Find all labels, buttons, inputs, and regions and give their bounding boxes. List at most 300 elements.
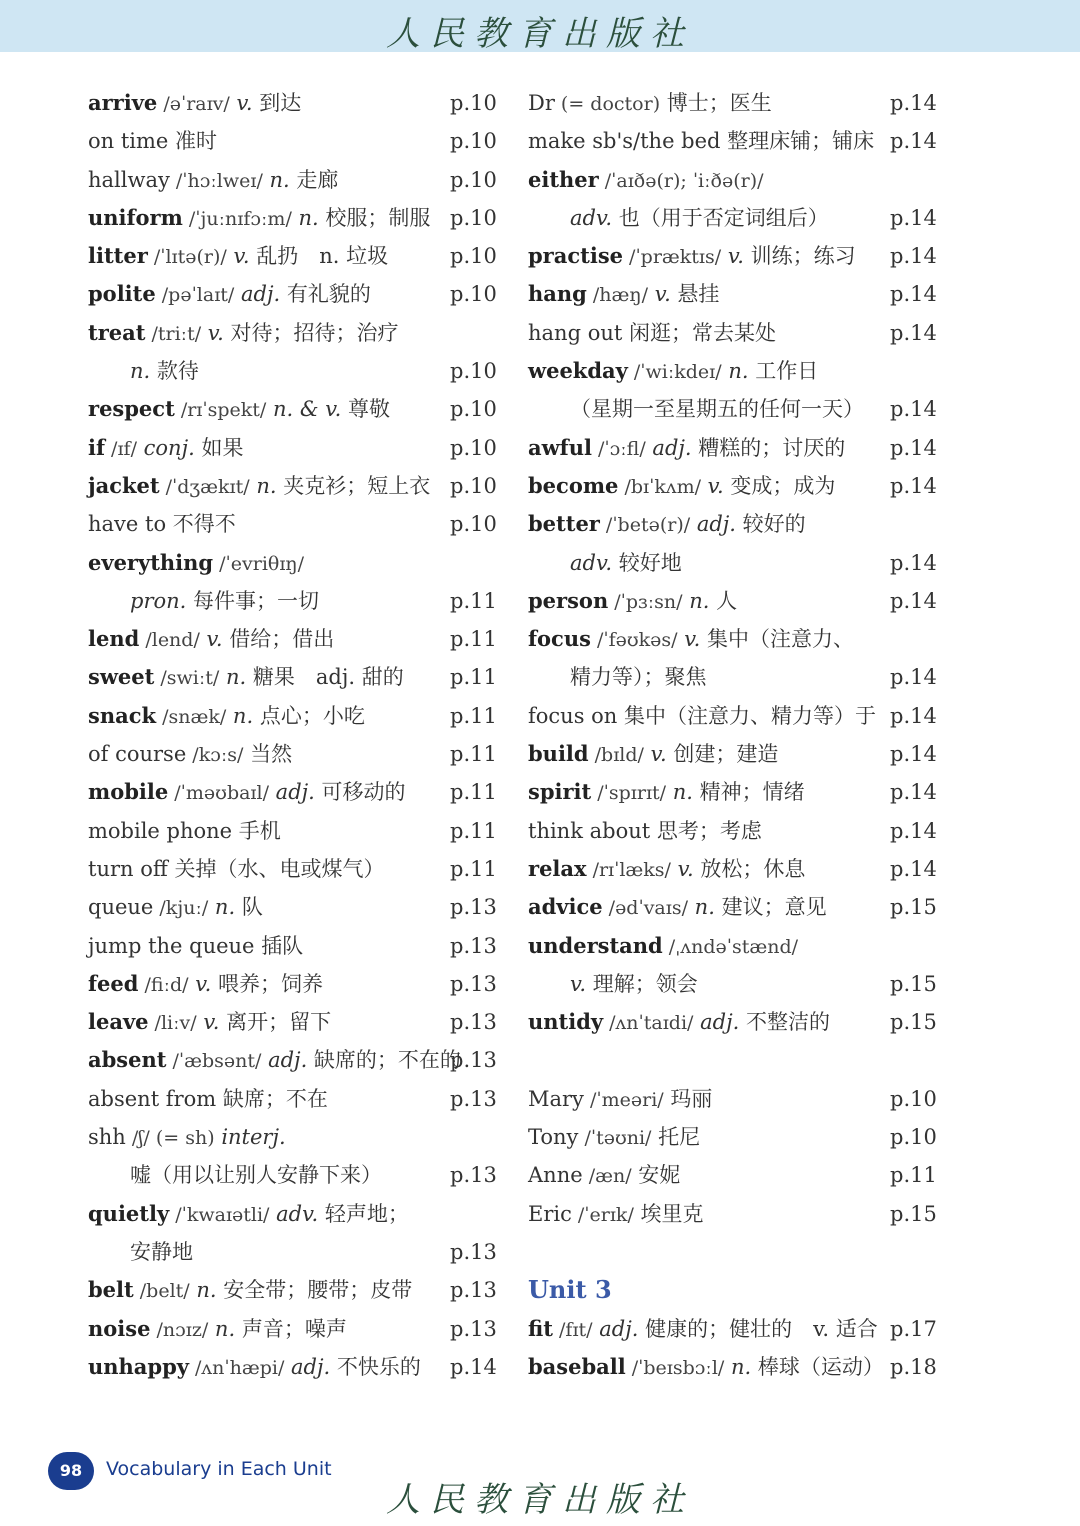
vocab-entry bbox=[528, 199, 948, 237]
vocab-word: sweet bbox=[88, 664, 155, 690]
phonetic: /ˈbeɪsbɔːl/ bbox=[625, 1356, 725, 1379]
vocab-entry bbox=[528, 927, 948, 965]
definition: 可移动的 bbox=[314, 780, 406, 805]
definition: 博士；医生 bbox=[660, 91, 772, 115]
vocab-entry bbox=[88, 237, 508, 275]
phonetic: /nɔɪz/ bbox=[150, 1318, 209, 1341]
page-ref: p.10 bbox=[450, 167, 497, 192]
definition: 走廊 bbox=[289, 167, 339, 192]
definition: 精神；情绪 bbox=[692, 780, 805, 805]
part-of-speech: adj. bbox=[269, 780, 315, 805]
part-of-speech: v. bbox=[188, 971, 212, 996]
vocab-entry bbox=[88, 965, 508, 1003]
vocab-word: hallway bbox=[88, 167, 170, 192]
phonetic: /kɔːs/ bbox=[186, 744, 244, 767]
vocab-entry bbox=[88, 1156, 508, 1194]
vocab-word: leave bbox=[88, 1009, 149, 1035]
page-ref: p.14 bbox=[890, 588, 937, 613]
part-of-speech: n. bbox=[682, 588, 710, 613]
vocab-entry bbox=[528, 429, 948, 467]
definition: 棒球（运动） bbox=[751, 1354, 884, 1379]
vocab-word: on time bbox=[88, 129, 169, 154]
publisher-logo: 人民教育出版社 bbox=[386, 14, 694, 54]
vocab-entry bbox=[528, 697, 948, 735]
part-of-speech: v. bbox=[643, 742, 667, 767]
definition: 尊敬 bbox=[341, 397, 390, 422]
vocab-entry bbox=[88, 1348, 508, 1386]
part-of-speech: n. bbox=[262, 167, 290, 192]
vocab-entry bbox=[528, 1156, 948, 1194]
vocab-entry bbox=[528, 965, 948, 1003]
page-ref: p.11 bbox=[450, 742, 497, 767]
definition: 安全带；腰带；皮带 bbox=[216, 1278, 413, 1303]
vocab-entry bbox=[88, 697, 508, 735]
vocab-word: hang bbox=[528, 281, 587, 307]
definition: 理解；领会 bbox=[586, 971, 698, 996]
phonetic: /ˈpræktɪs/ bbox=[623, 246, 722, 269]
vocab-word: mobile phone bbox=[88, 818, 233, 843]
phonetic: /ˈæbsənt/ bbox=[166, 1050, 262, 1073]
definition: 当然 bbox=[243, 742, 293, 767]
page-ref: p.14 bbox=[450, 1354, 497, 1379]
vocab-entry bbox=[528, 505, 948, 543]
vocab-entry bbox=[88, 467, 508, 505]
definition: 到达 bbox=[252, 91, 302, 115]
part-of-speech: adv. bbox=[570, 550, 613, 575]
vocab-word: either bbox=[528, 166, 599, 192]
vocab-word: understand bbox=[528, 932, 663, 958]
vocab-word: noise bbox=[88, 1315, 151, 1341]
phonetic: /ˈbetə(r)/ bbox=[599, 514, 691, 537]
vocab-entry bbox=[528, 1233, 948, 1271]
definition: 如果 bbox=[194, 435, 244, 460]
phonetic: /rɪˈspekt/ bbox=[174, 399, 267, 422]
vocab-word: jacket bbox=[88, 472, 160, 498]
vocab-word: lend bbox=[88, 626, 140, 652]
phonetic: /snæk/ bbox=[156, 705, 227, 728]
definition: 关掉（水、电或煤气） bbox=[167, 856, 385, 881]
phonetic: /ˌʌndəˈstænd/ bbox=[662, 935, 799, 958]
part-of-speech: n. bbox=[226, 703, 254, 728]
vocab-entry bbox=[88, 429, 508, 467]
part-of-speech: n. bbox=[249, 473, 277, 498]
definition: 闲逛；常去某处 bbox=[622, 320, 776, 345]
part-of-speech: v. bbox=[229, 91, 253, 115]
vocab-word: quietly bbox=[88, 1200, 170, 1226]
vocab-word: better bbox=[528, 511, 600, 537]
vocab-word: polite bbox=[88, 281, 156, 307]
definition: 乱扔 n. 垃圾 bbox=[249, 244, 389, 269]
part-of-speech: v. bbox=[701, 473, 724, 498]
vocab-word: awful bbox=[528, 434, 592, 460]
page-ref: p.10 bbox=[450, 91, 497, 115]
vocab-word: if bbox=[88, 434, 106, 460]
definition: 集中（注意力、 bbox=[700, 627, 854, 652]
vocab-entry bbox=[88, 314, 508, 352]
vocab-entry bbox=[528, 658, 948, 696]
definition: 缺席；不在 bbox=[216, 1086, 328, 1111]
vocab-word: shh bbox=[88, 1125, 126, 1150]
phonetic: /ˈkwaɪətli/ bbox=[169, 1203, 270, 1226]
vocab-word: focus on bbox=[528, 703, 618, 728]
vocab-entry bbox=[88, 1080, 508, 1118]
page-ref: p.14 bbox=[890, 665, 937, 690]
vocab-word: spirit bbox=[528, 779, 592, 805]
phonetic: /rɪˈlæks/ bbox=[586, 858, 671, 881]
definition: 夹克衫；短上衣 bbox=[276, 473, 431, 498]
part-of-speech: adj. bbox=[693, 1010, 740, 1035]
vocab-word: unhappy bbox=[88, 1353, 189, 1379]
definition: 不快乐的 bbox=[330, 1354, 421, 1379]
vocab-entry bbox=[88, 352, 508, 390]
part-of-speech: v. bbox=[196, 1010, 220, 1035]
part-of-speech: n. bbox=[219, 665, 247, 690]
vocab-word: advice bbox=[528, 894, 603, 920]
vocab-word: hang out bbox=[528, 320, 623, 345]
definition: 集中（注意力、精力等）于 bbox=[617, 703, 877, 728]
vocab-word: mobile bbox=[88, 779, 169, 805]
definition: 工作日 bbox=[748, 359, 819, 384]
phonetic: /ˈlɪtə(r)/ bbox=[147, 246, 227, 269]
vocab-word: become bbox=[528, 472, 619, 498]
vocab-entry bbox=[528, 1041, 948, 1079]
vocab-word: litter bbox=[88, 243, 148, 269]
part-of-speech: v. bbox=[677, 627, 701, 652]
phonetic: /ˈfəʊkəs/ bbox=[590, 629, 678, 652]
vocab-entry bbox=[528, 773, 948, 811]
page-ref: p.11 bbox=[450, 588, 497, 613]
vocab-entry bbox=[528, 1003, 948, 1041]
vocab-word: untidy bbox=[528, 1009, 604, 1035]
part-of-speech: n. bbox=[666, 780, 693, 805]
page-ref: p.17 bbox=[890, 1316, 937, 1341]
definition: 嘘（用以让别人安静下来） bbox=[130, 1163, 382, 1188]
definition: 精力等）；聚焦 bbox=[570, 665, 707, 690]
vocab-entry bbox=[88, 1195, 508, 1233]
vocab-entry bbox=[88, 1118, 508, 1156]
vocab-entry bbox=[88, 735, 508, 773]
part-of-speech: n. bbox=[130, 359, 151, 384]
definition: 对待；招待；治疗 bbox=[223, 320, 399, 345]
vocab-entry bbox=[88, 850, 508, 888]
vocab-entry bbox=[528, 390, 948, 428]
vocab-word: have to bbox=[88, 512, 167, 537]
vocab-entry bbox=[88, 122, 508, 160]
vocab-word: think about bbox=[528, 818, 651, 843]
definition: 整理床铺；铺床 bbox=[720, 129, 875, 154]
phonetic: /ˈwiːkdeɪ/ bbox=[627, 361, 722, 384]
page-ref: p.14 bbox=[890, 473, 937, 498]
vocab-word: everything bbox=[88, 549, 214, 575]
page-ref: p.15 bbox=[890, 1010, 937, 1035]
page-ref: p.11 bbox=[450, 780, 497, 805]
phonetic: /ədˈvaɪs/ bbox=[602, 897, 688, 920]
page-ref: p.15 bbox=[890, 971, 937, 996]
phonetic: (= doctor) bbox=[554, 93, 661, 115]
vocab-word: absent bbox=[88, 1047, 167, 1073]
page-ref: p.13 bbox=[450, 971, 497, 996]
vocab-entry bbox=[528, 544, 948, 582]
part-of-speech: adj. bbox=[690, 512, 736, 537]
phonetic: /ɪf/ bbox=[105, 437, 137, 460]
definition: 较好的 bbox=[735, 512, 806, 537]
part-of-speech: n. bbox=[724, 1354, 752, 1379]
phonetic: /ˈtəʊni/ bbox=[578, 1127, 652, 1150]
vocab-word: Anne bbox=[528, 1163, 583, 1188]
vocab-word: snack bbox=[88, 702, 157, 728]
page-number-badge: 98 bbox=[48, 1452, 94, 1490]
definition: 声音；噪声 bbox=[235, 1316, 347, 1341]
vocab-word: focus bbox=[528, 626, 591, 652]
vocab-entry bbox=[88, 620, 508, 658]
definition: 放松；休息 bbox=[693, 856, 806, 881]
page-ref: p.11 bbox=[450, 665, 497, 690]
part-of-speech: adv. bbox=[570, 205, 613, 230]
phonetic: /fiːd/ bbox=[138, 973, 189, 996]
page-ref: p.11 bbox=[450, 627, 497, 652]
vocab-word: Dr bbox=[528, 91, 555, 115]
page-ref: p.14 bbox=[890, 282, 937, 307]
vocab-entry bbox=[528, 275, 948, 313]
vocab-word: turn off bbox=[88, 856, 168, 881]
page-ref: p.10 bbox=[450, 435, 497, 460]
page-ref: p.14 bbox=[890, 205, 937, 230]
vocab-word: feed bbox=[88, 970, 139, 996]
phonetic: /əˈraɪv/ bbox=[157, 93, 230, 115]
part-of-speech: n. bbox=[688, 895, 715, 920]
page-ref: p.13 bbox=[450, 1048, 497, 1073]
page-ref: p.10 bbox=[450, 512, 497, 537]
page-ref: p.11 bbox=[890, 1163, 937, 1188]
phonetic: /ˈevriθɪŋ/ bbox=[213, 552, 305, 575]
phonetic: /ʃ/ (= sh) bbox=[125, 1127, 215, 1150]
vocab-entry bbox=[528, 467, 948, 505]
vocab-word: Mary bbox=[528, 1086, 584, 1111]
vocab-entry bbox=[528, 237, 948, 275]
phonetic: /swiːt/ bbox=[154, 667, 220, 690]
part-of-speech: v. bbox=[570, 971, 587, 996]
vocab-entry bbox=[88, 1041, 508, 1079]
part-of-speech: v. bbox=[648, 282, 671, 307]
page-ref: p.14 bbox=[890, 244, 937, 269]
part-of-speech: pron. bbox=[130, 588, 187, 613]
page-ref: p.10 bbox=[450, 282, 497, 307]
vocab-column-right bbox=[528, 84, 948, 1386]
page-ref: p.14 bbox=[890, 320, 937, 345]
vocab-entry bbox=[528, 161, 948, 199]
vocab-entry bbox=[528, 850, 948, 888]
page-ref: p.13 bbox=[450, 1163, 497, 1188]
phonetic: /bɪld/ bbox=[588, 744, 644, 767]
definition: 不得不 bbox=[166, 512, 236, 537]
page-ref: p.14 bbox=[890, 780, 937, 805]
vocab-word: relax bbox=[528, 855, 587, 881]
definition: 有礼貌的 bbox=[280, 282, 371, 307]
vocab-entry bbox=[88, 84, 508, 122]
definition: 变成；成为 bbox=[723, 473, 836, 498]
definition: 款待 bbox=[150, 359, 199, 384]
vocab-entry bbox=[88, 505, 508, 543]
definition: 悬挂 bbox=[670, 282, 720, 307]
vocab-entry bbox=[88, 544, 508, 582]
vocab-word: weekday bbox=[528, 358, 628, 384]
part-of-speech: v. bbox=[199, 627, 223, 652]
phonetic: /belt/ bbox=[133, 1280, 190, 1303]
phonetic: /ˈjuːnɪfɔːm/ bbox=[182, 207, 292, 230]
part-of-speech: v. bbox=[201, 320, 224, 345]
page-ref: p.14 bbox=[890, 435, 937, 460]
page-ref: p.15 bbox=[890, 895, 937, 920]
phonetic: /pəˈlaɪt/ bbox=[155, 284, 235, 307]
page-ref: p.13 bbox=[450, 1316, 497, 1341]
part-of-speech: n. & v. bbox=[266, 397, 342, 422]
page-ref: p.10 bbox=[450, 473, 497, 498]
definition: 健康的；健壮的 v. 适合 bbox=[638, 1316, 878, 1341]
vocab-entry bbox=[88, 582, 508, 620]
part-of-speech: n. bbox=[291, 205, 319, 230]
definition: 建议；意见 bbox=[714, 895, 827, 920]
vocab-entry bbox=[528, 352, 948, 390]
vocab-entry bbox=[88, 927, 508, 965]
definition: 手机 bbox=[232, 818, 281, 843]
definition: （星期一至星期五的任何一天） bbox=[570, 397, 864, 422]
vocab-word: make sb's/the bed bbox=[528, 129, 721, 154]
unit-heading: Unit 3 bbox=[528, 1275, 612, 1305]
definition: 离开；留下 bbox=[219, 1010, 332, 1035]
definition: 训练；练习 bbox=[743, 244, 856, 269]
definition: 较好地 bbox=[612, 550, 682, 575]
vocab-word: fit bbox=[528, 1315, 553, 1341]
part-of-speech: v. bbox=[670, 856, 694, 881]
page-ref: p.14 bbox=[890, 742, 937, 767]
vocab-entry bbox=[528, 735, 948, 773]
definition: 喂养；饲养 bbox=[211, 971, 323, 996]
vocab-entry bbox=[528, 84, 948, 122]
definition: 轻声地； bbox=[318, 1201, 409, 1226]
vocab-word: queue bbox=[88, 895, 154, 920]
definition: 插队 bbox=[254, 933, 304, 958]
part-of-speech: adv. bbox=[269, 1201, 319, 1226]
vocab-entry bbox=[88, 1310, 508, 1348]
page-ref: p.10 bbox=[890, 1125, 937, 1150]
vocab-entry bbox=[528, 1348, 948, 1386]
vocab-word: Tony bbox=[528, 1125, 579, 1150]
vocab-entry bbox=[88, 773, 508, 811]
vocab-word: of course bbox=[88, 742, 187, 767]
vocab-entry bbox=[88, 1003, 508, 1041]
vocab-entry bbox=[528, 620, 948, 658]
phonetic: /ˈhɔːlweɪ/ bbox=[169, 169, 263, 192]
page-ref: p.10 bbox=[450, 129, 497, 154]
phonetic: /hæŋ/ bbox=[586, 284, 649, 307]
definition: 玛丽 bbox=[663, 1086, 713, 1111]
vocab-entry bbox=[528, 888, 948, 926]
definition: 校服；制服 bbox=[318, 205, 431, 230]
vocab-word: respect bbox=[88, 396, 175, 422]
vocab-entry bbox=[528, 1195, 948, 1233]
definition: 托尼 bbox=[651, 1125, 701, 1150]
vocab-word: arrive bbox=[88, 90, 158, 115]
part-of-speech: interj. bbox=[214, 1125, 286, 1150]
definition: 也（用于否定词组后） bbox=[612, 205, 829, 230]
phonetic: /ʌnˈhæpi/ bbox=[188, 1356, 285, 1379]
vocab-word: belt bbox=[88, 1277, 134, 1303]
definition: 安妮 bbox=[631, 1163, 681, 1188]
page-ref: p.14 bbox=[890, 91, 937, 115]
part-of-speech: n. bbox=[208, 1316, 236, 1341]
vocab-entry bbox=[88, 658, 508, 696]
phonetic: /ʌnˈtaɪdi/ bbox=[603, 1012, 694, 1035]
definition: 糟糕的；讨厌的 bbox=[691, 435, 846, 460]
vocab-entry bbox=[528, 1080, 948, 1118]
part-of-speech: adj. bbox=[234, 282, 281, 307]
page-ref: p.14 bbox=[890, 550, 937, 575]
page-ref: p.10 bbox=[890, 1086, 937, 1111]
vocab-entry bbox=[528, 582, 948, 620]
vocab-word: treat bbox=[88, 319, 146, 345]
vocab-word: practise bbox=[528, 243, 624, 269]
phonetic: /fɪt/ bbox=[552, 1318, 593, 1341]
page-ref: p.14 bbox=[890, 129, 937, 154]
vocab-entry bbox=[88, 161, 508, 199]
page-ref: p.13 bbox=[450, 1278, 497, 1303]
phonetic: /ˈpɜːsn/ bbox=[608, 590, 683, 613]
vocab-entry bbox=[88, 812, 508, 850]
part-of-speech: n. bbox=[721, 359, 749, 384]
page-ref: p.14 bbox=[890, 818, 937, 843]
definition: 队 bbox=[235, 895, 263, 920]
vocab-entry bbox=[88, 888, 508, 926]
page-ref: p.14 bbox=[890, 703, 937, 728]
part-of-speech: n. bbox=[208, 895, 236, 920]
definition: 安静地 bbox=[130, 1239, 193, 1264]
vocab-word: baseball bbox=[528, 1353, 626, 1379]
phonetic: /ˈməʊbaɪl/ bbox=[168, 782, 269, 805]
phonetic: /ˈmeəri/ bbox=[583, 1088, 664, 1111]
vocab-entry bbox=[528, 1118, 948, 1156]
vocab-entry bbox=[88, 1233, 508, 1271]
part-of-speech: adj. bbox=[592, 1316, 639, 1341]
page-ref: p.14 bbox=[890, 397, 937, 422]
page-ref: p.11 bbox=[450, 856, 497, 881]
page-ref: p.14 bbox=[890, 856, 937, 881]
page-ref: p.10 bbox=[450, 397, 497, 422]
definition: 缺席的；不在的 bbox=[307, 1048, 461, 1073]
part-of-speech: n. bbox=[189, 1278, 217, 1303]
vocab-entry bbox=[88, 1271, 508, 1309]
definition: 每件事；一切 bbox=[186, 588, 320, 613]
page-ref: p.13 bbox=[450, 933, 497, 958]
page-ref: p.11 bbox=[450, 818, 497, 843]
page-ref: p.10 bbox=[450, 244, 497, 269]
vocab-entry bbox=[528, 314, 948, 352]
phonetic: /liːv/ bbox=[148, 1012, 197, 1035]
definition: 点心；小吃 bbox=[253, 703, 365, 728]
vocab-word: absent from bbox=[88, 1086, 217, 1111]
vocab-entry bbox=[528, 1271, 948, 1309]
page-ref: p.10 bbox=[450, 205, 497, 230]
definition: 人 bbox=[709, 588, 738, 613]
definition: 准时 bbox=[168, 129, 218, 154]
part-of-speech: v. bbox=[721, 244, 744, 269]
phonetic: /kjuː/ bbox=[153, 897, 209, 920]
page-ref: p.13 bbox=[450, 1239, 497, 1264]
part-of-speech: adj. bbox=[284, 1354, 331, 1379]
vocab-word: jump the queue bbox=[88, 933, 255, 958]
vocab-word: person bbox=[528, 587, 609, 613]
part-of-speech: adj. bbox=[645, 435, 692, 460]
vocab-entry bbox=[88, 199, 508, 237]
